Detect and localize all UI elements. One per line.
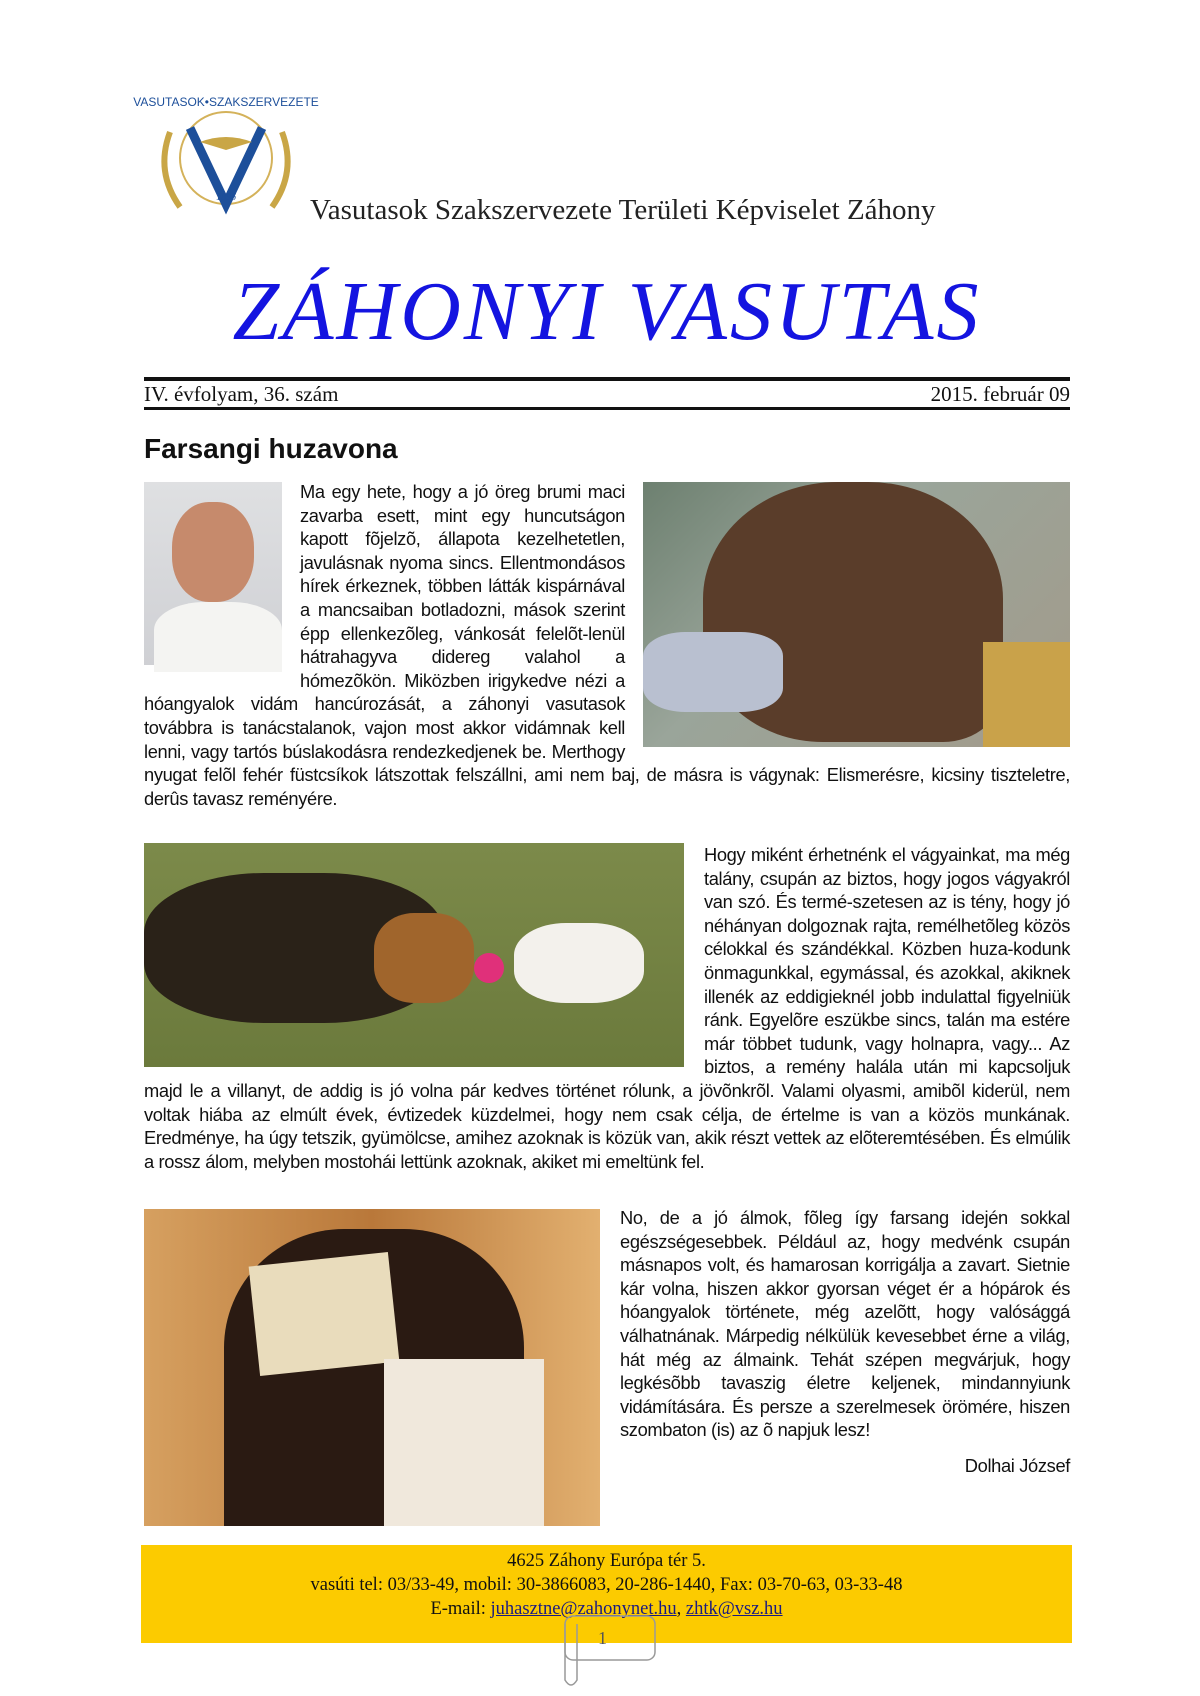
email-link-2[interactable]: zhtk@vsz.hu bbox=[685, 1599, 783, 1619]
phone-numbers: vasúti tel: 03/33-49, mobil: 30-3866083, 20-286-1440, Fax: 03-70-63, 03-33-48 bbox=[310, 1575, 903, 1595]
organization-name: Vasutasok Szakszervezete Területi Képviselet Záhony bbox=[310, 194, 936, 226]
svg-text:VASUTASOK•SZAKSZERVEZETE: VASUTASOK•SZAKSZERVEZETE bbox=[133, 95, 319, 109]
email-label: E-mail: bbox=[430, 1599, 491, 1619]
bear-photo bbox=[643, 482, 1070, 747]
paragraph: Ma egy hete, hogy a jó öreg brumi maci zavarba esett, mint egy huncutságon kapott fõjelzõ, állapota kezelhetetlen, javulásnak nyoma sincs. Ellentmondásos hírek érkeznek, többen látták kispárnával a mancsaiban botladozni, mások szerint épp ellenkezõleg, vánkosát felelõt-lenül hátrahagyva didereg valahol a hómezõkön. Miközben irigykedve nézi a hóangyalok vidám hancúrozását, a záhonyi vasutasok továbbra is tanácstalanok, vajon most akkor vidámnak kell lenni, vagy tartós búslakodásra rendezkedjenek be. Merthogy nyugat felõl fehér füstcsíkok látszottak felszállni, ami nem baj, de másra is vágynak: Elismerésre, kicsiny tiszteletre, derûs tavasz reményére. bbox=[144, 481, 1070, 809]
page-number: 1 bbox=[598, 1628, 607, 1648]
separator: , bbox=[676, 1599, 686, 1619]
couple-photo bbox=[144, 1209, 600, 1526]
article-title: Farsangi huzavona bbox=[144, 433, 398, 464]
article-section-2 bbox=[144, 843, 1070, 1173]
page-scroll-icon bbox=[555, 1610, 665, 1690]
issue-date: 2015. február 09 bbox=[930, 382, 1070, 406]
article-section-1 bbox=[144, 480, 1070, 810]
paragraph: No, de a jó álmok, fõleg így farsang idején sokkal egészségesebbek. Például az, hogy medvénk csupán másnapos volt, és hamarosan korrigálja a zavart. Sietnie kár volna, hiszen akkor gyorsan véget ér a hópárok és hóangyalok története, még azelõtt, hogy valósággá válhatnának. Márpedig nélkülük kevesebbet érne a világ, hát még az álmaink. Tehát szépen megvárjuk, hogy legkésõbb tavaszig életre keljenek, mindannyiunk vidámítására. És persze a szerelmesek örömére, hiszen szombaton (is) az õ napjuk lesz! bbox=[620, 1207, 1070, 1441]
divider bbox=[144, 407, 1070, 410]
paragraph: Hogy miként érhetnénk el vágyainkat, ma még talány, csupán az biztos, hogy jogos vágyakról van szó. És termé-szetesen az is tény, hogy jó néhányan dolgoznak rajta, remélhetõleg közös célokkal és szándékkal. Közben huza-kodunk önmagunkkal, egymással, és azokkal, akiknek illenék az eddigieknél jobb indulattal figyelniük ránk. Egyelõre eszükbe sincs, talán ma estére már többet tudunk, vagy holnapra, vagy... Az biztos, a remény halála után mi kapcsoljuk majd le a villanyt, de addig is jó volna pár kedves történet rólunk, a jövõnkrõl. Valami olyasmi, amibõl kiderül, nem voltak hiába az elmúlt évek, évtizedek küzdelmei, hogy nem csak célja, de értelme is van a közös munkának. Eredménye, ha úgy tetszik, gyümölcse, amihez azoknak is közük van, akik részt vettek az elõteremtésében. És elmúlik a rossz álom, melyben mostohái lettünk azoknak, akiket mi emeltünk fel. bbox=[144, 844, 1070, 1172]
author-signature: Dolhai József bbox=[964, 1454, 1070, 1476]
dogs-photo bbox=[144, 843, 684, 1067]
masthead-title: ZÁHONYI VASUTAS bbox=[232, 265, 982, 358]
divider bbox=[144, 377, 1070, 381]
union-logo bbox=[133, 92, 319, 224]
article-section-3 bbox=[144, 1206, 1070, 1528]
address: 4625 Záhony Európa tér 5. bbox=[507, 1551, 706, 1571]
issue-number: IV. évfolyam, 36. szám bbox=[144, 382, 339, 406]
email-link-1[interactable]: juhasztne@zahonynet.hu bbox=[490, 1599, 677, 1619]
svg-text:1896: 1896 bbox=[216, 192, 236, 203]
author-portrait bbox=[144, 482, 282, 665]
